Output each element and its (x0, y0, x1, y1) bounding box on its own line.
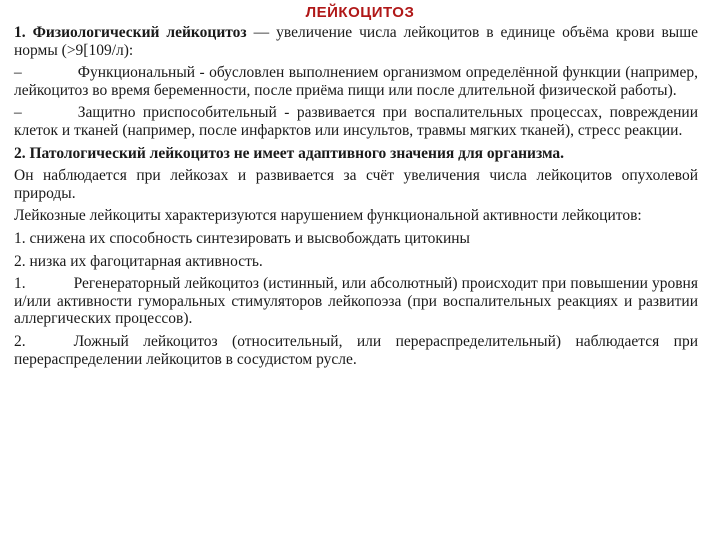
paragraph: Он наблюдается при лейкозах и развивается за счёт увеличения числа лейкоцитов опухолевой природы. (14, 167, 698, 202)
section-heading-physiological: 1. Физиологический лейкоцитоз (14, 24, 247, 41)
paragraph: Лейкозные лейкоциты характеризуются нарушением функциональной активности лейкоцитов: (14, 207, 642, 225)
item-number: 2. (14, 332, 26, 350)
bullet-text: Защитно приспособительный - развивается при воспалительных процессах, повреждении клеток и тканей (например, после инфарктов или инсультов, травмы мягких тканей), стресс реакции. (14, 104, 698, 139)
numbered-item (14, 333, 698, 368)
bullet-dash: – (14, 104, 22, 122)
paragraph: 1. снижена их способность синтезировать и высвобождать цитокины (14, 229, 470, 247)
bullet-item (14, 64, 698, 99)
section-heading-pathological: 2. Патологический лейкоцитоз не имеет адаптивного значения для организма. (14, 144, 565, 162)
section-text-physiological: — увеличение числа лейкоцитов в единице объёма крови выше нормы (>9[109/л): (14, 24, 699, 59)
slide-content (14, 24, 698, 373)
bullet-text: Функциональный - обусловлен выполнением организмом определённой функции (например, лейкоцитоз во время беременности, после приёма пищи или после длительной физической работы). (14, 64, 698, 99)
bullet-dash: – (14, 64, 22, 82)
item-number: 1. (14, 275, 26, 293)
item-text: Регенераторный лейкоцитоз (истинный, или абсолютный) происходит при повышении уровня и/или активности гуморальных стимуляторов лейкопоэза (при воспалительных реакциях и развитии аллергических процессов). (14, 275, 698, 328)
section-physiological (14, 24, 698, 59)
numbered-item (14, 275, 698, 328)
page-title: ЛЕЙКОЦИТОЗ (305, 4, 415, 21)
item-text: Ложный лейкоцитоз (относительный, или перераспределительный) наблюдается при перераспределении лейкоцитов в сосудистом русле. (14, 332, 698, 368)
bullet-item (14, 104, 698, 139)
paragraph: 2. низка их фагоцитарная активность. (14, 252, 263, 270)
